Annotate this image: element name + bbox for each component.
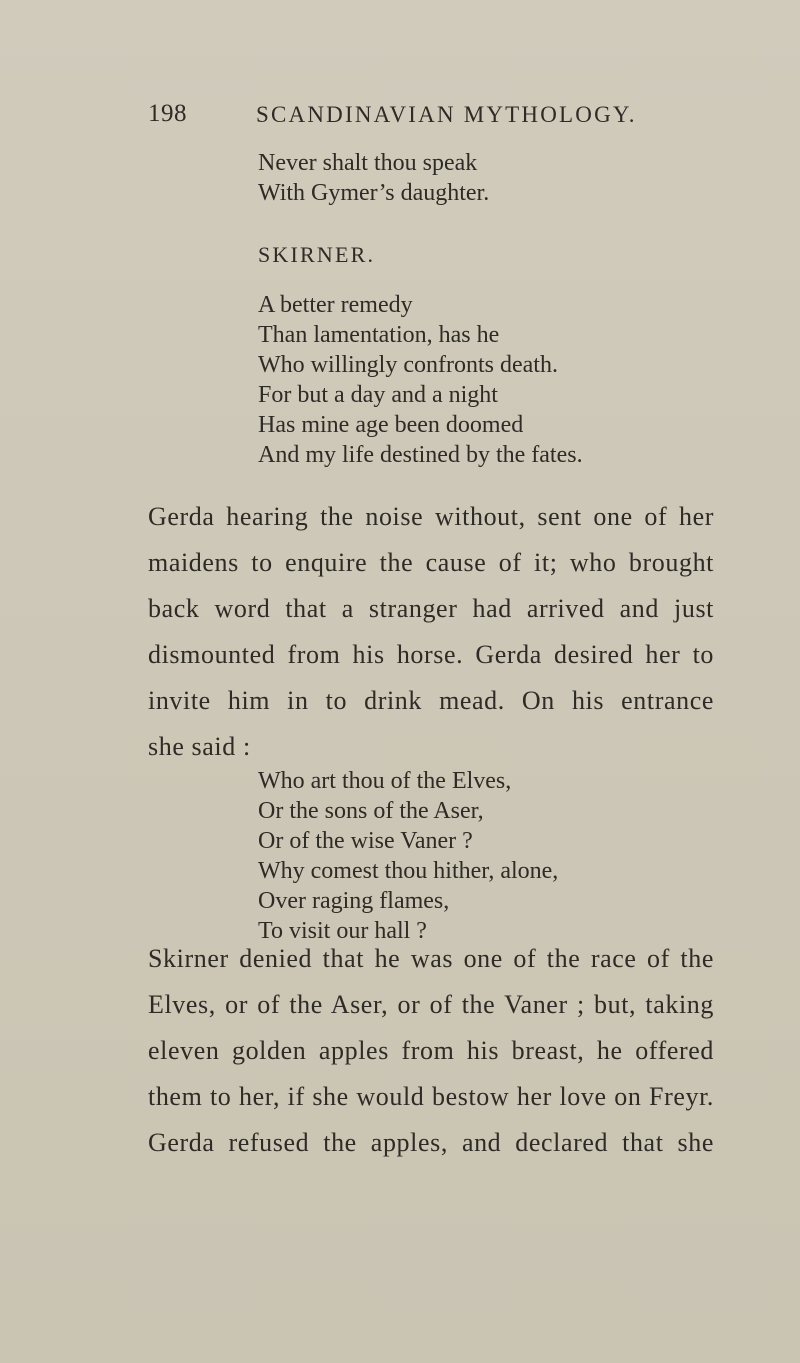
prose-line: she said : bbox=[148, 732, 251, 761]
verse-line: Who willingly confronts death. bbox=[258, 352, 558, 378]
verse-line: And my life destined by the fates. bbox=[258, 442, 583, 468]
verse-stanza-1 bbox=[258, 148, 489, 208]
prose-line: invite him in to drink mead. On his entrance bbox=[148, 686, 714, 715]
running-title: SCANDINAVIAN MYTHOLOGY. bbox=[256, 102, 637, 127]
verse-line: Why comest thou hither, alone, bbox=[258, 858, 559, 884]
verse-stanza-2 bbox=[258, 290, 583, 470]
prose-line: maidens to enquire the cause of it; who brought bbox=[148, 548, 714, 577]
verse-line: To visit our hall ? bbox=[258, 918, 427, 944]
verse-line: A better remedy bbox=[258, 292, 413, 318]
verse-line: Or of the wise Vaner ? bbox=[258, 828, 473, 854]
speaker-name: SKIRNER. bbox=[258, 242, 376, 267]
prose-paragraph-2 bbox=[148, 936, 714, 1166]
verse-stanza-3 bbox=[258, 766, 558, 946]
verse-line: With Gymer’s daughter. bbox=[258, 180, 490, 206]
page-number: 198 bbox=[148, 100, 187, 127]
prose-line: Gerda hearing the noise without, sent one of her bbox=[148, 502, 714, 531]
verse-line: For but a day and a night bbox=[258, 382, 498, 408]
prose-line: Elves, or of the Aser, or of the Vaner ; but, taking bbox=[148, 990, 714, 1019]
verse-line: Than lamentation, has he bbox=[258, 322, 500, 348]
prose-line: them to her, if she would bestow her love on Freyr. bbox=[148, 1082, 714, 1111]
prose-paragraph-1 bbox=[148, 494, 714, 770]
prose-line: eleven golden apples from his breast, he offered bbox=[148, 1036, 714, 1065]
verse-line: Never shalt thou speak bbox=[258, 150, 478, 176]
verse-line: Who art thou of the Elves, bbox=[258, 768, 512, 794]
prose-line: Skirner denied that he was one of the race of the bbox=[148, 944, 714, 973]
verse-line: Or the sons of the Aser, bbox=[258, 798, 484, 824]
verse-line: Has mine age been doomed bbox=[258, 412, 524, 438]
page-header bbox=[148, 100, 768, 140]
prose-line: back word that a stranger had arrived and just bbox=[148, 594, 714, 623]
prose-line: dismounted from his horse. Gerda desired her to bbox=[148, 640, 714, 669]
prose-line: Gerda refused the apples, and declared that she bbox=[148, 1128, 714, 1157]
verse-line: Over raging flames, bbox=[258, 888, 450, 914]
